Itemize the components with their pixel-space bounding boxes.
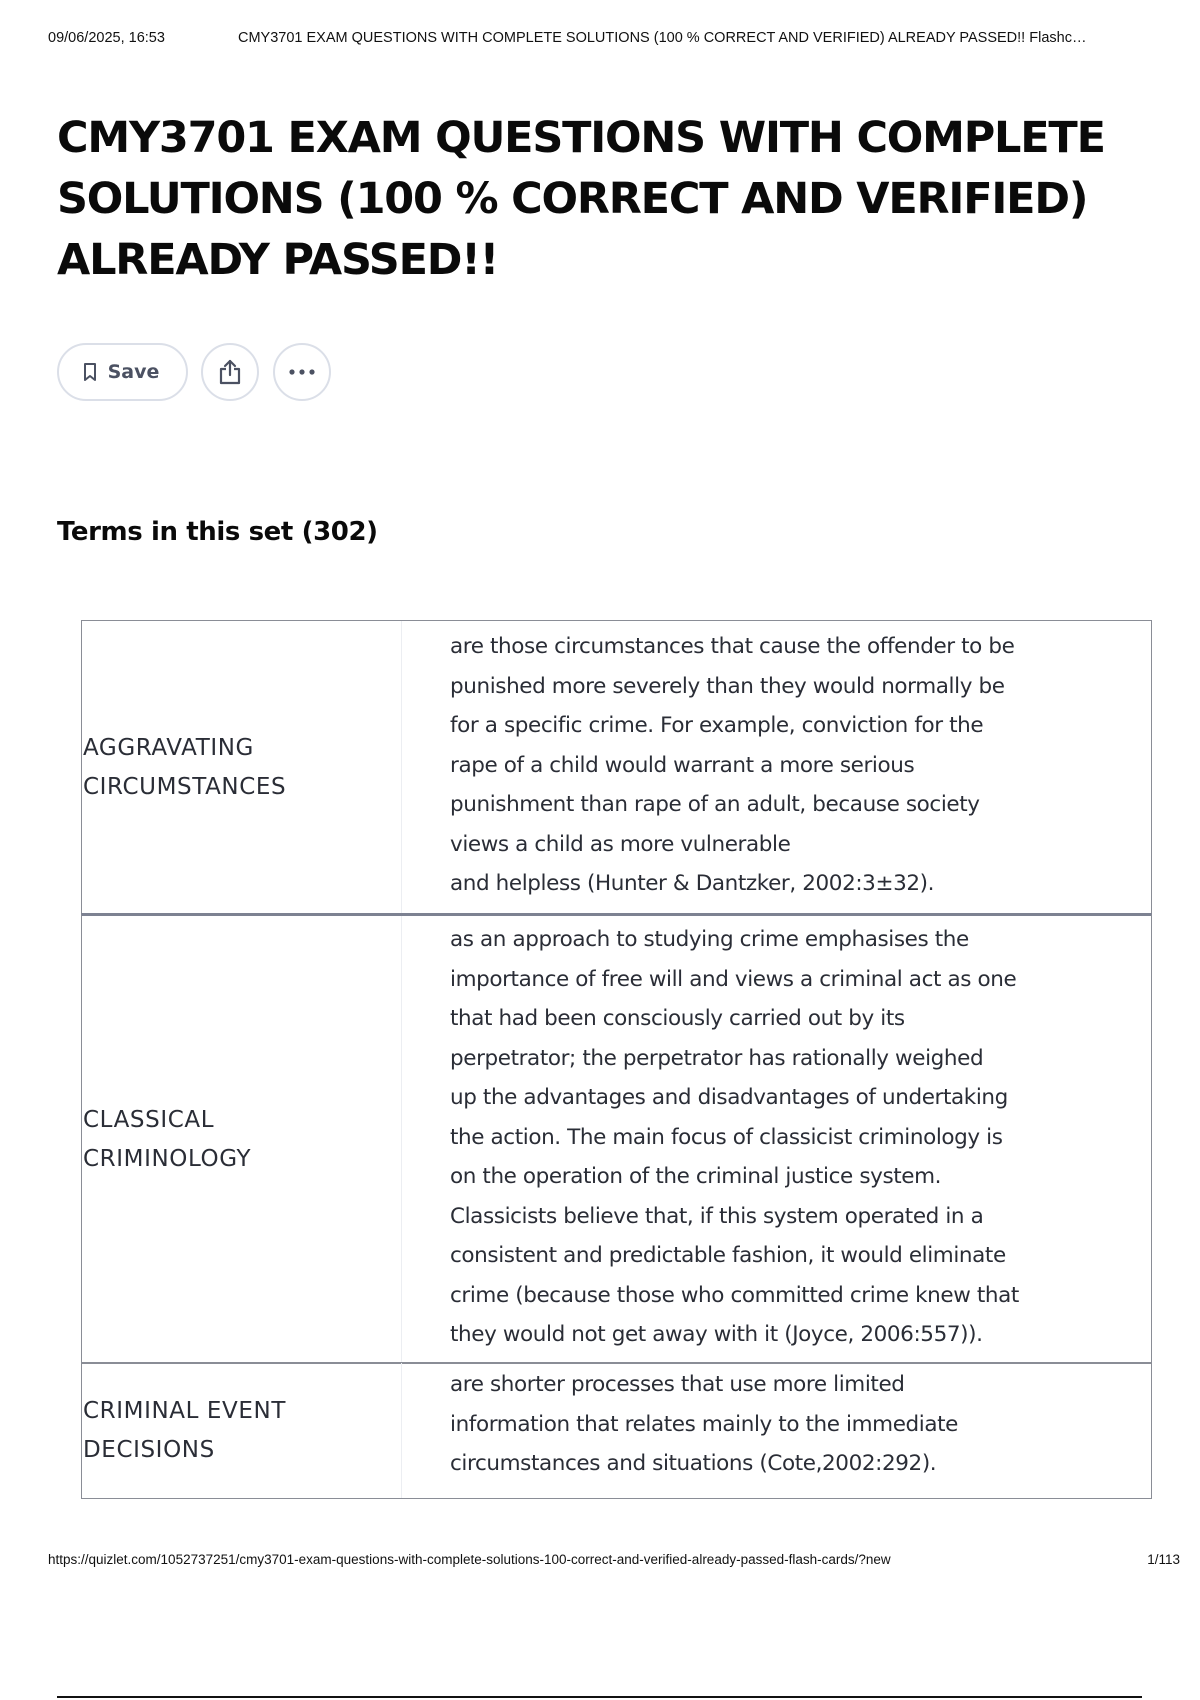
term-label: AGGRAVATING CIRCUMSTANCES <box>83 734 287 800</box>
term-row <box>81 913 1152 1364</box>
page-title: CMY3701 EXAM QUESTIONS WITH COMPLETE SOLUTIONS (100 % CORRECT AND VERIFIED) ALREADY PASSED!! <box>57 113 1105 285</box>
save-button[interactable] <box>57 343 188 401</box>
share-button[interactable] <box>201 343 259 401</box>
term-label: CLASSICAL CRIMINOLOGY <box>83 1106 252 1172</box>
page-number: 1/113 <box>1147 1552 1180 1567</box>
terms-heading: Terms in this set (302) <box>57 517 378 547</box>
term-label: CRIMINAL EVENT DECISIONS <box>83 1397 286 1463</box>
page-divider <box>57 1696 1142 1698</box>
definition-text: are those circumstances that cause the offender to be punished more severely than they would normally be for a specific crime. For example, conviction for the rape of a child would warrant a more serious punishment than rape of an adult, because society views a child as more vulnerable and helpless (Hunter & Dantzker, 2002:3±32). <box>450 634 1015 896</box>
bookmark-icon <box>82 362 98 382</box>
term-row <box>81 1362 1152 1499</box>
print-header <box>48 30 1180 50</box>
term-row <box>81 620 1152 915</box>
print-footer <box>48 1552 1180 1572</box>
term-text <box>82 621 402 914</box>
share-icon <box>217 358 243 386</box>
term-text <box>82 1363 402 1498</box>
save-button-label: Save <box>107 361 160 383</box>
term-text <box>82 916 402 1363</box>
print-date: 09/06/2025, 16:53 <box>48 30 165 46</box>
definition-text: are shorter processes that use more limited information that relates mainly to the immediate circumstances and situations (Cote,2002:292). <box>450 1372 958 1476</box>
print-url: https://quizlet.com/1052737251/cmy3701-exam-questions-with-complete-solutions-100-correct-and-verified-already-passed-flash-cards/?new <box>48 1552 891 1567</box>
definition-text: as an approach to studying crime emphasises the importance of free will and views a criminal act as one that had been consciously carried out by its perpetrator; the perpetrator has rationally weighed up the advantages and disadvantages of undertaking the action. The main focus of classicist criminology is on the operation of the criminal justice system. Classicists believe that, if this system operated in a consistent and predictable fashion, it would eliminate crime (because those who committed crime knew that they would not get away with it (Joyce, 2006:557)). <box>450 927 1019 1347</box>
more-options-button[interactable] <box>273 343 331 401</box>
more-horizontal-icon <box>288 368 316 376</box>
terms-table <box>81 620 1152 1499</box>
print-document-title: CMY3701 EXAM QUESTIONS WITH COMPLETE SOLUTIONS (100 % CORRECT AND VERIFIED) ALREADY PASSED!! Flashc… <box>238 30 1087 46</box>
